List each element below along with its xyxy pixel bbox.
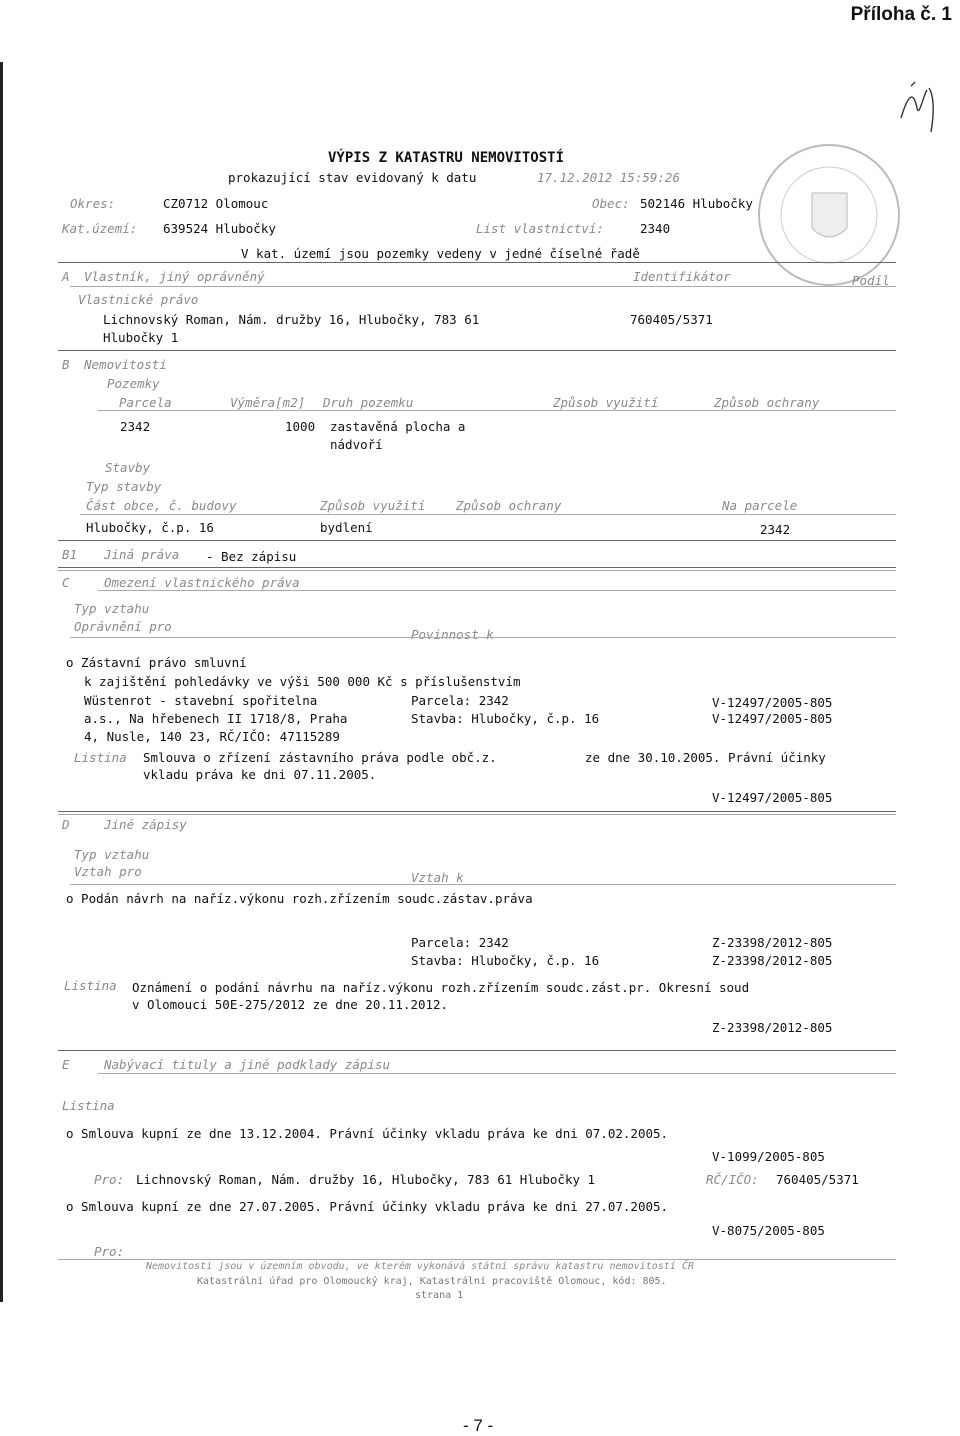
section-e-letter: E bbox=[62, 1057, 70, 1072]
s-vyuziti-label: Způsob využití bbox=[320, 498, 426, 513]
identifikator-label: Identifikátor bbox=[633, 269, 731, 284]
divider bbox=[58, 1259, 896, 1260]
c-ref-2: V-12497/2005-805 bbox=[712, 711, 833, 726]
parcel-area: 1000 bbox=[285, 419, 316, 434]
c-listina-text: Smlouva o zřízení zástavního práva podle obč.z. bbox=[143, 750, 497, 765]
d-listina-text2: v Olomouci 50E-275/2012 ze dne 20.11.2012. bbox=[132, 997, 449, 1012]
col-parcela: Parcela bbox=[119, 395, 172, 410]
owner-id: 760405/5371 bbox=[630, 312, 713, 327]
building-name: Hlubočky, č.p. 16 bbox=[86, 520, 214, 535]
okres-label: Okres: bbox=[70, 196, 116, 211]
divider bbox=[58, 350, 896, 351]
page-number: - 7 - bbox=[463, 1416, 494, 1435]
divider bbox=[58, 814, 896, 815]
c-creditor-2: a.s., Na hřebenech II 1718/8, Praha bbox=[84, 711, 348, 726]
katuzemi-label: Kat.území: bbox=[62, 221, 138, 236]
d-ref-1: Z-23398/2012-805 bbox=[712, 935, 833, 950]
obec-label: Obec: bbox=[592, 196, 630, 211]
typ-vztahu-label: Typ vztahu bbox=[74, 601, 150, 616]
na-parcele-label: Na parcele bbox=[722, 498, 798, 513]
c-listina-date: ze dne 30.10.2005. Právní účinky bbox=[585, 750, 826, 765]
c-ref-3: V-12497/2005-805 bbox=[712, 790, 833, 805]
c-object-1: Parcela: 2342 bbox=[411, 693, 509, 708]
divider bbox=[58, 570, 896, 571]
vlastnicke-pravo: Vlastnické právo bbox=[78, 292, 199, 307]
divider bbox=[98, 410, 896, 411]
section-d-title: Jiné zápisy bbox=[104, 817, 187, 832]
podil-label: Podíl bbox=[852, 273, 890, 288]
cast-obce-label: Část obce, č. budovy bbox=[86, 498, 237, 513]
footer-line3: strana 1 bbox=[415, 1290, 464, 1301]
e-rc-label: RČ/IČO: bbox=[706, 1172, 759, 1187]
parcel-kind-2: nádvoří bbox=[330, 437, 383, 452]
e-listina-label: Listina bbox=[62, 1098, 115, 1113]
e-item-2: o Smlouva kupní ze dne 27.07.2005. Právní účinky vkladu práva ke dni 27.07.2005. bbox=[66, 1199, 669, 1214]
c-creditor-1: Wüstenrot - stavební spořitelna bbox=[84, 693, 318, 708]
d-object-2: Stavba: Hlubočky, č.p. 16 bbox=[411, 953, 600, 968]
owner-line2: Hlubočky 1 bbox=[103, 330, 179, 345]
d-item: o Podán návrh na naříz.výkonu rozh.zřízením soudc.zástav.práva bbox=[66, 891, 533, 906]
d-ref-3: Z-23398/2012-805 bbox=[712, 1020, 833, 1035]
owner-line1: Lichnovský Roman, Nám. družby 16, Hlubočky, 783 61 bbox=[103, 312, 480, 327]
e-pro-label: Pro: bbox=[94, 1172, 125, 1187]
divider bbox=[70, 637, 896, 638]
section-c-title: Omezení vlastnického práva bbox=[104, 575, 300, 590]
divider bbox=[98, 1073, 896, 1074]
stavby-label: Stavby bbox=[105, 460, 151, 475]
d-typ-vztahu-label: Typ vztahu bbox=[74, 847, 150, 862]
section-b1-value: - Bez zápisu bbox=[206, 549, 297, 564]
obec-value: 502146 Hlubočky bbox=[640, 196, 753, 211]
col-druh: Druh pozemku bbox=[323, 395, 414, 410]
typ-stavby-label: Typ stavby bbox=[86, 479, 162, 494]
povinnost-k-label: Povinnost k bbox=[411, 627, 494, 642]
c-item-line2: k zajištění pohledávky ve výši 500 000 Kč s příslušenstvím bbox=[84, 674, 521, 689]
e-item-1: o Smlouva kupní ze dne 13.12.2004. Právní účinky vkladu práva ke dni 07.02.2005. bbox=[66, 1126, 669, 1141]
annex-label: Příloha č. 1 bbox=[850, 4, 952, 25]
opravneni-pro-label: Oprávnění pro bbox=[74, 619, 172, 634]
pozemky-label: Pozemky bbox=[107, 376, 160, 391]
divider bbox=[70, 884, 896, 885]
section-b-title: Nemovitosti bbox=[84, 357, 167, 372]
d-listina-text: Oznámení o podání návrhu na naříz.výkonu rozh.zřízením soudc.zást.pr. Okresní soud bbox=[132, 980, 750, 995]
section-d-letter: D bbox=[62, 817, 70, 832]
section-c-letter: C bbox=[62, 575, 70, 590]
e-item-1-ref: V-1099/2005-805 bbox=[712, 1149, 825, 1164]
official-stamp bbox=[752, 138, 907, 293]
e-rc-value: 760405/5371 bbox=[776, 1172, 859, 1187]
doc-subtitle: prokazující stav evidovaný k datu bbox=[228, 170, 477, 185]
divider bbox=[58, 811, 896, 812]
c-listina-text2: vkladu práva ke dni 07.11.2005. bbox=[143, 767, 377, 782]
section-e-title: Nabývací tituly a jiné podklady zápisu bbox=[104, 1057, 390, 1072]
doc-title: VÝPIS Z KATASTRU NEMOVITOSTÍ bbox=[328, 150, 565, 166]
d-listina-label: Listina bbox=[64, 978, 117, 993]
building-use: bydlení bbox=[320, 520, 373, 535]
doc-datetime: 17.12.2012 15:59:26 bbox=[537, 170, 680, 185]
d-object-1: Parcela: 2342 bbox=[411, 935, 509, 950]
scan-edge bbox=[0, 62, 3, 1302]
divider bbox=[98, 590, 896, 591]
divider bbox=[70, 286, 896, 287]
section-b1-letter: B1 bbox=[62, 547, 78, 562]
e-item-2-ref: V-8075/2005-805 bbox=[712, 1223, 825, 1238]
parcel-number: 2342 bbox=[120, 419, 151, 434]
divider bbox=[58, 540, 896, 541]
section-b-letter: B bbox=[62, 357, 70, 372]
e-item-1-pro: Lichnovský Roman, Nám. družby 16, Hlubočky, 783 61 Hlubočky 1 bbox=[136, 1172, 596, 1187]
section-a-title: Vlastník, jiný oprávněný bbox=[84, 269, 265, 284]
c-item-title: o Zástavní právo smluvní bbox=[66, 655, 247, 670]
s-ochrana-label: Způsob ochrany bbox=[456, 498, 562, 513]
lv-value: 2340 bbox=[640, 221, 671, 236]
divider bbox=[58, 262, 896, 263]
building-parcel: 2342 bbox=[760, 522, 791, 537]
note: V kat. území jsou pozemky vedeny v jedné číselné řadě bbox=[241, 246, 640, 261]
c-object-2: Stavba: Hlubočky, č.p. 16 bbox=[411, 711, 600, 726]
section-a-letter: A bbox=[62, 269, 70, 284]
col-ochrana: Způsob ochrany bbox=[714, 395, 820, 410]
lv-label: List vlastnictví: bbox=[476, 221, 604, 236]
col-vyuziti: Způsob využití bbox=[553, 395, 659, 410]
c-listina-label: Listina bbox=[74, 750, 127, 765]
section-b1-title: Jiná práva bbox=[104, 547, 180, 562]
d-vztah-pro-label: Vztah pro bbox=[74, 864, 142, 879]
c-creditor-3: 4, Nusle, 140 23, RČ/IČO: 47115289 bbox=[84, 729, 340, 744]
d-vztah-k-label: Vztah k bbox=[411, 870, 464, 885]
d-ref-2: Z-23398/2012-805 bbox=[712, 953, 833, 968]
katuzemi-value: 639524 Hlubočky bbox=[163, 221, 276, 236]
divider bbox=[58, 1050, 896, 1051]
divider bbox=[58, 567, 896, 568]
okres-value: CZ0712 Olomouc bbox=[163, 196, 269, 211]
footer-line1: Nemovitosti jsou v územním obvodu, ve kterém vykonává státní správu katastru nemovitostí ČR bbox=[146, 1261, 694, 1272]
col-vymera: Výměra[m2] bbox=[230, 395, 306, 410]
divider bbox=[80, 514, 896, 515]
parcel-kind-1: zastavěná plocha a bbox=[330, 419, 466, 434]
signature bbox=[893, 78, 941, 138]
e-pro-label-2: Pro: bbox=[94, 1244, 125, 1259]
c-ref-1: V-12497/2005-805 bbox=[712, 695, 833, 710]
footer-line2: Katastrální úřad pro Olomoucký kraj, Katastrální pracoviště Olomouc, kód: 805. bbox=[197, 1276, 667, 1287]
